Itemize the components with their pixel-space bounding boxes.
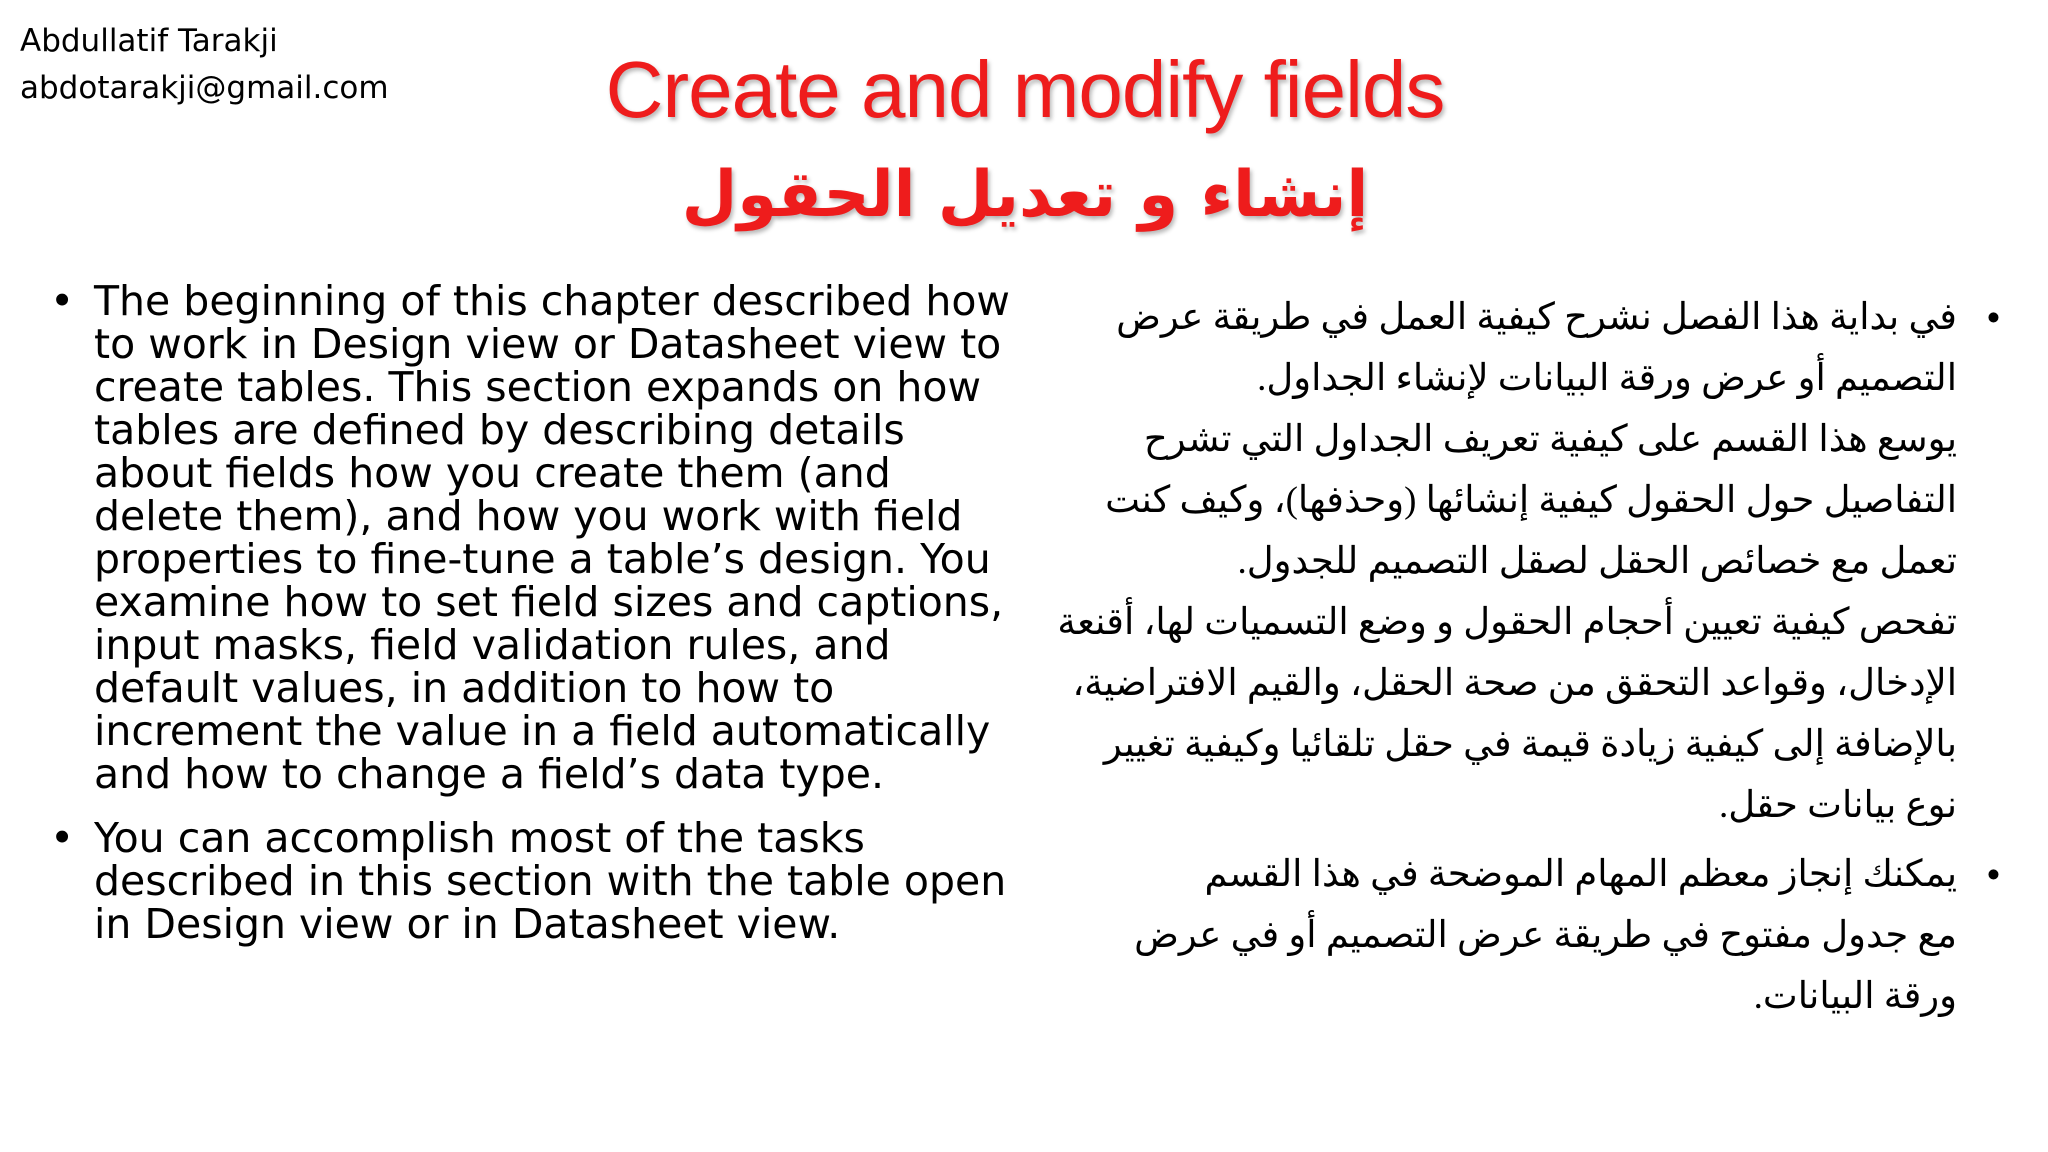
bullet-text-line: تعمل مع خصائص الحقل لصقل التصميم للجدول.	[1237, 541, 1957, 582]
bullet-text-line: ورقة البيانات.	[1753, 976, 1957, 1017]
list-item	[50, 814, 1025, 948]
bullet-text-line: الإدخال، وقواعد التحقق من صحة الحقل، والقيم الافتراضية،	[1072, 663, 1957, 704]
title-english: Create and modify fields	[605, 45, 1445, 134]
bullet-text-line: نوع بيانات حقل.	[1719, 785, 1957, 826]
bullet-icon: •	[50, 814, 75, 862]
author-email: abdotarakji@gmail.com	[20, 70, 389, 106]
bullet-text-line: التفاصيل حول الحقول كيفية إنشائها (وحذفها)، وكيف كنت	[1105, 480, 1957, 521]
arabic-bullet-list	[1040, 287, 2000, 1035]
bullet-icon: •	[50, 277, 75, 325]
list-item	[1040, 287, 2000, 836]
bullet-text-line: مع جدول مفتوح في طريقة عرض التصميم أو في عرض	[1134, 915, 1957, 956]
title-arabic: إنشاء و تعديل الحقول	[681, 158, 1369, 232]
bullet-text: The beginning of this chapter described how to work in Design view or Datasheet view to create tables. This section expands on how tables are defined by describing details about fields how you create them (and delete them), and how you work with field properties to fine-tune a table’s design. You examine how to set field sizes and captions, input masks, field validation rules, and default values, in addition to how to increment the value in a field automatically and how to change a field’s data type.	[94, 277, 1010, 798]
bullet-text-line: بالإضافة إلى كيفية زيادة قيمة في حقل تلقائيا وكيفية تغيير	[1103, 724, 1957, 765]
author-block	[20, 18, 389, 112]
bullet-icon: •	[1987, 297, 2000, 338]
english-bullet-list	[50, 277, 1025, 967]
author-name: Abdullatif Tarakji	[20, 23, 278, 59]
list-item	[1040, 844, 2000, 1027]
bullet-text-line: في بداية هذا الفصل نشرح كيفية العمل في طريقة عرض	[1116, 297, 1957, 338]
bullet-text-line: التصميم أو عرض ورقة البيانات لإنشاء الجداول.	[1257, 358, 1957, 399]
bullet-text-line: تفحص كيفية تعيين أحجام الحقول و وضع التسميات لها، أقنعة	[1057, 602, 1957, 643]
bullet-text-line: يمكنك إنجاز معظم المهام الموضحة في هذا القسم	[1204, 854, 1957, 895]
bullet-text-line: يوسع هذا القسم على كيفية تعريف الجداول التي تشرح	[1143, 419, 1957, 460]
list-item	[50, 277, 1025, 798]
bullet-icon: •	[1987, 854, 2000, 895]
bullet-text: You can accomplish most of the tasks described in this section with the table open in Design view or in Datasheet view.	[94, 814, 1007, 948]
